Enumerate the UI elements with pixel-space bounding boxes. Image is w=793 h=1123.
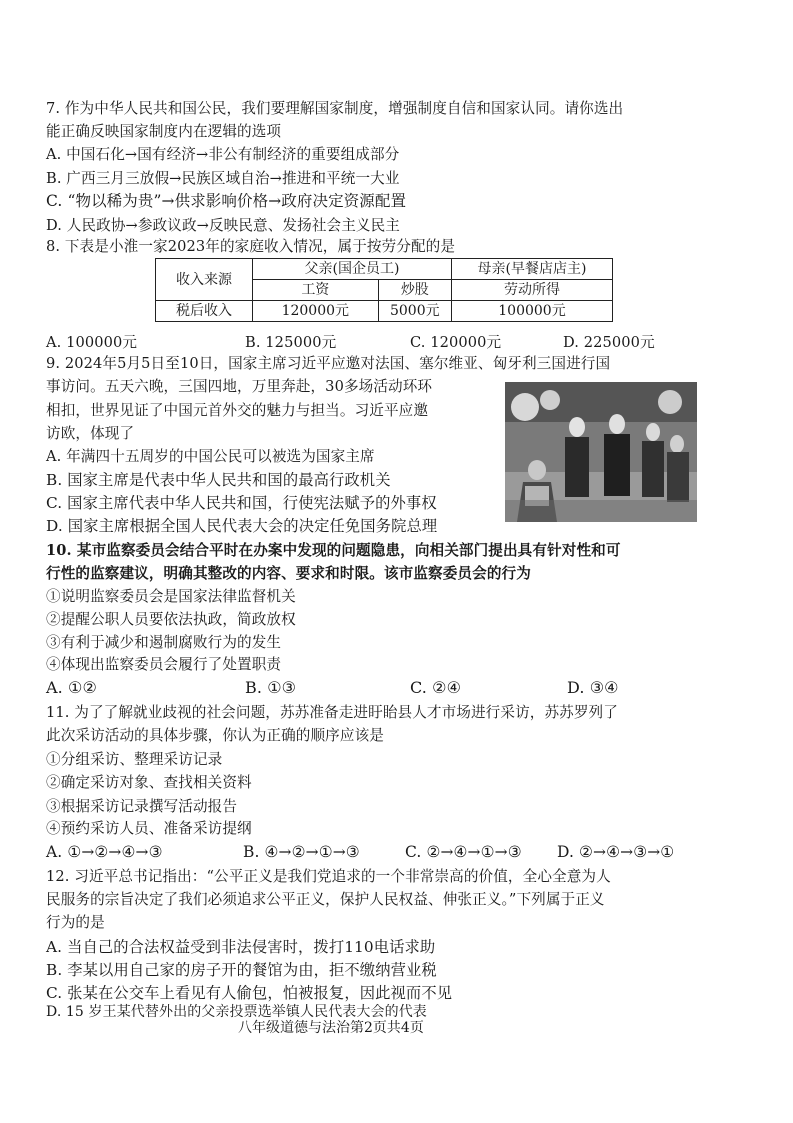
q8-stem: 8. 下表是小淮一家2023年的家庭收入情况，属于按劳分配的是 — [46, 238, 456, 255]
q10-statement-3: ③有利于减少和遏制腐败行为的发生 — [46, 634, 282, 651]
father-header: 父亲(国企员工) — [253, 259, 452, 280]
q11-step-1: ①分组采访、整理采访记录 — [46, 751, 223, 768]
q12-stem-line1: 12. 习近平总书记指出：“公平正义是我们党追求的一个非常崇高的价值，全心全意为人 — [46, 868, 611, 885]
q9-option-a: A. 年满四十五周岁的中国公民可以被选为国家主席 — [46, 448, 375, 465]
after-tax-income-label: 税后收入 — [156, 301, 253, 322]
income-table — [155, 258, 613, 322]
mother-header: 母亲(早餐店店主) — [452, 259, 613, 280]
q12-option-a: A. 当自己的合法权益受到非法侵害时，拨打110电话求助 — [46, 938, 436, 956]
stock-header: 炒股 — [378, 280, 451, 301]
q11-step-4: ④预约采访人员、准备采访提纲 — [46, 820, 252, 837]
q11-step-2: ②确定采访对象、查找相关资料 — [46, 774, 252, 791]
labor-value: 100000元 — [452, 301, 613, 322]
q10-statement-2: ②提醒公职人员要依法执政，简政放权 — [46, 611, 296, 628]
q10-option-b: B. ①③ — [245, 678, 297, 697]
income-source-header: 收入来源 — [156, 259, 253, 301]
q8-option-c: C. 120000元 — [410, 334, 502, 351]
q12-stem-line3: 行为的是 — [46, 914, 105, 931]
q11-option-a: A. ①→②→④→③ — [46, 843, 163, 861]
q10-statement-4: ④体现出监察委员会履行了处置职责 — [46, 656, 282, 673]
wage-value: 120000元 — [253, 301, 379, 322]
q11-option-d: D. ②→④→③→① — [557, 843, 675, 861]
q10-option-d: D. ③④ — [567, 678, 619, 697]
q9-option-d: D. 国家主席根据全国人民代表大会的决定任免国务院总理 — [46, 517, 438, 535]
wage-header: 工资 — [253, 280, 379, 301]
labor-header: 劳动所得 — [452, 280, 613, 301]
q9-stem-line1: 9. 2024年5月5日至10日，国家主席习近平应邀对法国、塞尔维亚、匈牙利三国进行国 — [46, 355, 611, 372]
photo-illustration — [505, 382, 697, 522]
q12-option-b: B. 李某以用自己家的房子开的餐馆为由，拒不缴纳营业税 — [46, 961, 437, 979]
q9-stem-line3: 相扣，世界见证了中国元首外交的魅力与担当。习近平应邀 — [46, 402, 429, 419]
q10-statement-1: ①说明监察委员会是国家法律监督机关 — [46, 588, 296, 605]
q11-stem-line1: 11. 为了了解就业歧视的社会问题，苏苏准备走进盱眙县人才市场进行采访，苏苏罗列了 — [46, 704, 618, 721]
q11-step-3: ③根据采访记录撰写活动报告 — [46, 798, 238, 815]
q8-option-b: B. 125000元 — [245, 334, 337, 351]
q12-option-d: D. 15 岁王某代替外出的父亲投票选举镇人民代表大会的代表 — [46, 1004, 427, 1020]
page-footer: 八年级道德与法治第2页共4页 — [238, 1020, 424, 1036]
q12-stem-line2: 民服务的宗旨决定了我们必须追求公平正义，保护人民权益、伸张正义。”下列属于正义 — [46, 891, 605, 908]
q11-option-b: B. ④→②→①→③ — [243, 843, 360, 861]
state-visit-photo — [505, 382, 697, 522]
q7-stem-line2: 能正确反映国家制度内在逻辑的选项 — [46, 123, 282, 140]
q7-option-c: C. “物以稀为贵”→供求影响价格→政府决定资源配置 — [46, 192, 407, 210]
q7-option-a: A. 中国石化→国有经济→非公有制经济的重要组成部分 — [46, 146, 400, 163]
q11-stem-line2: 此次采访活动的具体步骤，你认为正确的顺序应该是 — [46, 727, 384, 744]
q7-stem-line1: 7. 作为中华人民共和国公民，我们要理解国家制度，增强制度自信和国家认同。请你选出 — [46, 100, 624, 117]
q8-option-d: D. 225000元 — [563, 334, 655, 351]
q11-option-c: C. ②→④→①→③ — [405, 843, 522, 861]
q7-option-b: B. 广西三月三放假→民族区域自治→推进和平统一大业 — [46, 170, 400, 187]
q10-option-a: A. ①② — [46, 678, 97, 697]
q9-stem-line4: 访欧，体现了 — [46, 425, 135, 442]
q9-option-c: C. 国家主席代表中华人民共和国，行使宪法赋予的外事权 — [46, 494, 437, 512]
q10-option-c: C. ②④ — [410, 678, 462, 697]
q8-option-a: A. 100000元 — [46, 334, 138, 351]
stock-value: 5000元 — [378, 301, 451, 322]
q12-option-c: C. 张某在公交车上看见有人偷包，怕被报复，因此视而不见 — [46, 984, 453, 1002]
q10-stem-line1: 10. 某市监察委员会结合平时在办案中发现的问题隐患，向相关部门提出具有针对性和可 — [46, 542, 621, 559]
q9-option-b: B. 国家主席是代表中华人民共和国的最高行政机关 — [46, 471, 391, 489]
q7-option-d: D. 人民政协→参政议政→反映民意、发扬社会主义民主 — [46, 217, 400, 234]
q10-stem-line2: 行性的监察建议，明确其整改的内容、要求和时限。该市监察委员会的行为 — [46, 565, 531, 582]
q9-stem-line2: 事访问。五天六晚，三国四地，万里奔赴，30多场活动环环 — [46, 378, 433, 395]
